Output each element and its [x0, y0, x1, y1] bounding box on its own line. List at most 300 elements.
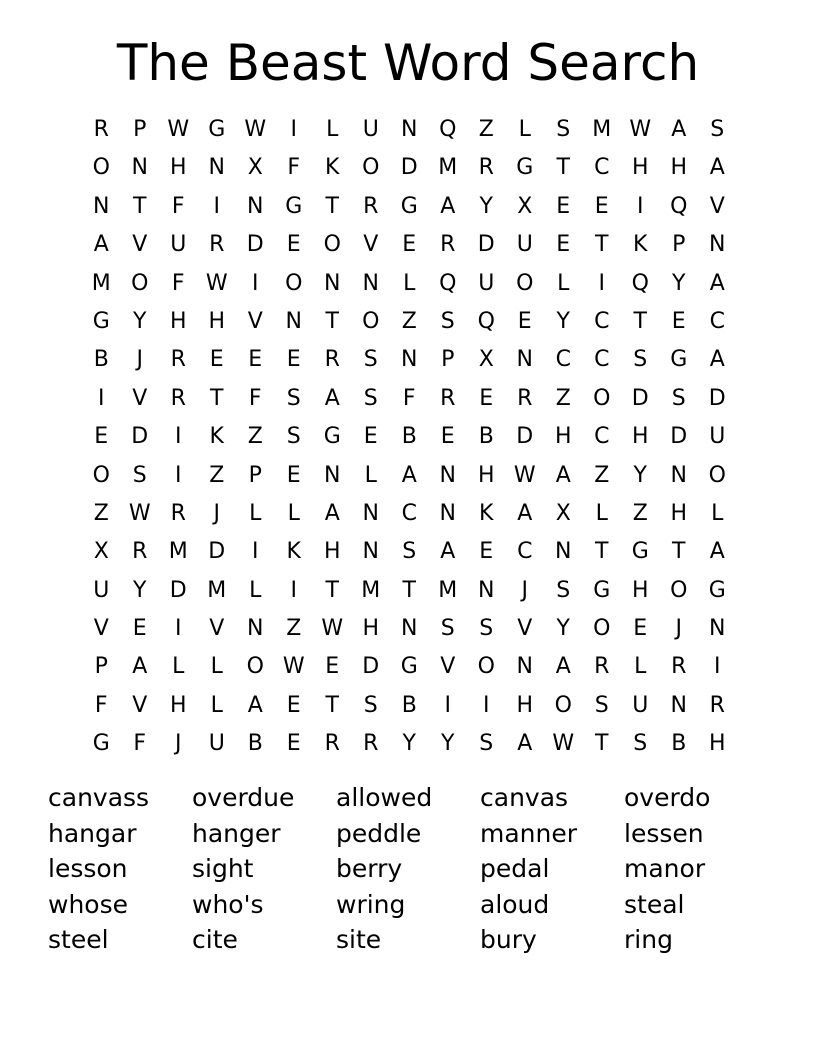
grid-letter: B [478, 424, 494, 450]
grid-row [82, 111, 737, 149]
grid-letter: A [440, 539, 456, 565]
grid-letter: H [631, 424, 649, 450]
grid-letter: O [516, 270, 534, 296]
grid-letter: I [483, 692, 490, 718]
grid-letter: D [362, 654, 380, 680]
grid-letter: J [213, 500, 220, 526]
grid-letter: N [516, 347, 533, 373]
grid-letter: N [670, 462, 687, 488]
grid-row [82, 687, 737, 725]
grid-letter: X [517, 193, 533, 219]
word-bank-item: steal [624, 889, 685, 919]
grid-letter: H [631, 155, 649, 181]
word-bank-item: hanger [192, 818, 281, 848]
grid-letter: L [249, 500, 262, 526]
grid-row [82, 149, 737, 187]
grid-letter: O [285, 270, 303, 296]
grid-letter: V [209, 616, 225, 642]
grid-letter: N [439, 462, 456, 488]
grid-letter: O [362, 155, 380, 181]
grid-letter: W [167, 117, 190, 142]
grid-letter: T [325, 308, 339, 334]
grid-letter: S [556, 117, 571, 142]
grid-letter: C [555, 347, 571, 373]
word-bank-item: who's [192, 889, 264, 919]
grid-letter: D [516, 424, 534, 450]
word-bank-item: manner [480, 818, 578, 848]
grid-letter: E [325, 654, 340, 680]
grid-letter: A [709, 347, 725, 373]
grid-letter: N [247, 616, 264, 642]
grid-letter: T [672, 539, 686, 565]
grid-letter: B [671, 731, 687, 757]
grid-letter: L [711, 500, 724, 526]
grid-letter: H [554, 424, 572, 450]
grid-letter: V [132, 232, 148, 258]
grid-letter: N [709, 616, 726, 642]
grid-letter: K [325, 155, 340, 181]
grid-letter: E [363, 424, 378, 450]
grid-letter: S [710, 117, 725, 142]
grid-letter: M [91, 270, 111, 296]
word-bank-item: cite [192, 925, 238, 954]
grid-row [82, 303, 737, 341]
grid-letter: N [362, 539, 379, 565]
grid-letter: P [441, 347, 455, 373]
grid-letter: G [323, 424, 341, 450]
word-bank-item: aloud [480, 889, 550, 919]
grid-letter: I [213, 193, 220, 219]
grid-letter: Y [133, 577, 147, 603]
grid-letter: G [92, 731, 110, 757]
grid-letter: M [438, 155, 458, 181]
grid-letter: V [517, 616, 533, 642]
grid-letter: R [170, 500, 186, 526]
grid-letter: D [208, 539, 226, 565]
grid-letter: N [709, 232, 726, 258]
grid-letter: J [521, 577, 528, 603]
grid-letter: Z [555, 385, 571, 411]
grid-letter: N [362, 500, 379, 526]
grid-letter: O [323, 232, 341, 258]
grid-letter: G [208, 117, 226, 142]
word-bank-item: lessen [624, 818, 704, 848]
grid-letter: M [438, 577, 458, 603]
grid-letter: G [670, 347, 688, 373]
grid-letter: K [286, 539, 301, 565]
grid-letter: H [323, 539, 341, 565]
word-bank-item: manor [624, 854, 706, 883]
grid-letter: V [363, 232, 379, 258]
grid-letter: B [93, 347, 109, 373]
grid-letter: D [169, 577, 187, 603]
grid-letter: X [478, 347, 494, 373]
grid-letter: R [363, 731, 379, 757]
word-bank-item: berry [336, 854, 403, 883]
grid-letter: Y [402, 731, 416, 757]
grid-letter: S [286, 385, 301, 411]
word-bank-item: pedal [480, 854, 550, 883]
grid-letter: U [709, 424, 726, 450]
grid-letter: T [325, 692, 339, 718]
grid-letter: S [594, 692, 609, 718]
grid-letter: T [556, 155, 570, 181]
grid-letter: E [286, 731, 301, 757]
grid-letter: C [401, 500, 417, 526]
grid-letter: O [593, 385, 611, 411]
grid-letter: P [133, 117, 147, 142]
grid-letter: P [672, 232, 686, 258]
grid-letter: P [248, 462, 262, 488]
grid-letter: W [282, 654, 305, 680]
grid-letter: W [629, 117, 652, 142]
grid-letter: I [290, 117, 297, 142]
word-bank-item: lesson [48, 854, 128, 883]
word-bank-item: canvass [48, 783, 150, 812]
grid-letter: Q [477, 308, 495, 334]
grid-letter: L [595, 500, 608, 526]
word-bank-row [48, 887, 768, 923]
grid-letter: D [477, 232, 495, 258]
grid-letter: A [324, 385, 340, 411]
grid-letter: T [325, 577, 339, 603]
grid-letter: B [401, 424, 417, 450]
grid-letter: K [209, 424, 224, 450]
grid-letter: R [170, 385, 186, 411]
grid-letter: R [132, 539, 148, 565]
grid-letter: N [285, 308, 302, 334]
word-bank-row [48, 851, 768, 887]
grid-letter: E [286, 347, 301, 373]
grid-letter: X [555, 500, 571, 526]
grid-letter: D [400, 155, 418, 181]
grid-letter: A [132, 654, 148, 680]
grid-letter: C [594, 347, 610, 373]
grid-row [82, 418, 737, 456]
grid-letter: V [247, 308, 263, 334]
grid-letter: Z [401, 308, 417, 334]
grid-letter: R [671, 654, 687, 680]
grid-letter: N [478, 577, 495, 603]
grid-letter: D [670, 424, 688, 450]
grid-letter: F [248, 385, 262, 411]
grid-letter: S [440, 616, 455, 642]
grid-letter: U [362, 117, 379, 142]
word-bank-item: overdo [624, 783, 711, 812]
grid-letter: J [136, 347, 143, 373]
word-bank-row [48, 780, 768, 816]
grid-letter: T [210, 385, 224, 411]
grid-letter: R [440, 385, 456, 411]
word-bank-item: site [336, 925, 382, 954]
grid-letter: I [290, 577, 297, 603]
word-bank-item: canvas [480, 783, 569, 812]
grid-letter: D [131, 424, 149, 450]
grid-letter: H [670, 500, 688, 526]
grid-letter: L [287, 500, 300, 526]
grid-letter: Y [633, 462, 647, 488]
grid-letter: O [593, 616, 611, 642]
grid-letter: E [286, 692, 301, 718]
grid-letter: V [132, 692, 148, 718]
grid-letter: I [175, 424, 182, 450]
grid-letter: Z [632, 500, 648, 526]
grid-letter: G [400, 654, 418, 680]
grid-letter: R [594, 654, 610, 680]
grid-letter: S [633, 731, 648, 757]
grid-letter: N [439, 500, 456, 526]
grid-letter: G [516, 155, 534, 181]
grid-letter: I [98, 385, 105, 411]
grid-letter: R [709, 692, 725, 718]
grid-letter: O [670, 577, 688, 603]
grid-row [82, 226, 737, 264]
grid-letter: R [440, 232, 456, 258]
grid-letter: I [175, 462, 182, 488]
grid-letter: J [675, 616, 682, 642]
grid-letter: A [671, 117, 687, 142]
word-bank-item: ring [624, 925, 673, 954]
grid-letter: M [592, 117, 612, 142]
grid-letter: S [402, 539, 417, 565]
word-bank-item: allowed [336, 783, 433, 812]
grid-letter: N [93, 193, 110, 219]
grid-letter: E [440, 424, 455, 450]
grid-letter: S [286, 424, 301, 450]
grid-row [82, 341, 737, 379]
grid-letter: A [517, 731, 533, 757]
word-bank-item: sight [192, 854, 254, 883]
grid-letter: R [324, 347, 340, 373]
grid-letter: W [513, 462, 536, 488]
grid-letter: R [517, 385, 533, 411]
grid-letter: V [440, 654, 456, 680]
grid-letter: W [552, 731, 575, 757]
grid-letter: A [709, 539, 725, 565]
grid-letter: N [401, 347, 418, 373]
grid-letter: Z [209, 462, 225, 488]
grid-letter: E [479, 385, 494, 411]
grid-letter: S [479, 731, 494, 757]
grid-letter: E [286, 232, 301, 258]
grid-letter: I [252, 539, 259, 565]
grid-letter: U [208, 731, 225, 757]
grid-letter: L [634, 654, 647, 680]
grid-letter: S [479, 616, 494, 642]
grid-letter: S [363, 347, 378, 373]
grid-letter: G [593, 577, 611, 603]
grid-letter: Z [93, 500, 109, 526]
grid-letter: I [252, 270, 259, 296]
grid-letter: Z [594, 462, 610, 488]
grid-letter: U [478, 270, 495, 296]
grid-letter: S [363, 692, 378, 718]
grid-letter: O [131, 270, 149, 296]
grid-letter: L [557, 270, 570, 296]
grid-letter: A [555, 654, 571, 680]
grid-letter: P [94, 654, 108, 680]
grid-letter: R [93, 117, 109, 142]
word-bank-item: bury [480, 925, 537, 954]
grid-letter: T [595, 539, 609, 565]
grid-letter: O [708, 462, 726, 488]
grid-letter: G [285, 193, 303, 219]
grid-letter: H [169, 155, 187, 181]
grid-letter: A [709, 270, 725, 296]
grid-letter: E [671, 308, 686, 334]
grid-letter: Y [133, 308, 147, 334]
grid-letter: A [440, 193, 456, 219]
grid-letter: A [93, 232, 109, 258]
grid-letter: E [633, 616, 648, 642]
grid-letter: E [248, 347, 263, 373]
grid-letter: U [516, 232, 533, 258]
grid-letter: F [94, 692, 108, 718]
grid-letter: A [709, 155, 725, 181]
grid-letter: Y [479, 193, 493, 219]
grid-letter: D [631, 385, 649, 411]
grid-letter: U [170, 232, 187, 258]
grid-letter: M [207, 577, 227, 603]
grid-letter: C [709, 308, 725, 334]
grid-letter: R [209, 232, 225, 258]
grid-letter: A [247, 692, 263, 718]
grid-letter: Z [478, 117, 494, 142]
grid-letter: E [556, 232, 571, 258]
grid-letter: J [175, 731, 182, 757]
grid-letter: T [325, 193, 339, 219]
grid-letter: C [517, 539, 533, 565]
grid-letter: W [128, 500, 151, 526]
grid-letter: W [205, 270, 228, 296]
word-bank-item: peddle [336, 818, 422, 848]
grid-letter: L [364, 462, 377, 488]
grid-letter: H [708, 731, 726, 757]
grid-letter: E [402, 232, 417, 258]
grid-letter: L [326, 117, 339, 142]
grid-letter: O [362, 308, 380, 334]
grid-letter: A [324, 500, 340, 526]
grid-letter: L [249, 577, 262, 603]
grid-letter: O [554, 692, 572, 718]
grid-letter: S [671, 385, 686, 411]
grid-letter: I [637, 193, 644, 219]
grid-letter: G [631, 539, 649, 565]
grid-row [82, 380, 737, 418]
grid-letter: K [479, 500, 494, 526]
grid-letter: O [246, 654, 264, 680]
grid-letter: I [175, 616, 182, 642]
grid-letter: F [133, 731, 147, 757]
grid-letter: Z [247, 424, 263, 450]
grid-letter: S [363, 385, 378, 411]
grid-letter: A [401, 462, 417, 488]
word-bank-item: overdue [192, 783, 295, 812]
grid-letter: F [287, 155, 301, 181]
grid-letter: H [362, 616, 380, 642]
grid-letter: N [516, 654, 533, 680]
grid-letter: L [210, 654, 223, 680]
grid-letter: I [444, 692, 451, 718]
grid-letter: B [247, 731, 263, 757]
grid-letter: R [478, 155, 494, 181]
grid-letter: Y [556, 308, 570, 334]
grid-letter: Q [631, 270, 649, 296]
grid-letter: F [171, 193, 185, 219]
grid-row [82, 265, 737, 303]
word-bank-row [48, 922, 768, 958]
grid-letter: E [209, 347, 224, 373]
grid-letter: L [172, 654, 185, 680]
grid-letter: A [555, 462, 571, 488]
grid-letter: N [401, 117, 418, 142]
word-bank-row [48, 816, 768, 852]
grid-letter: T [133, 193, 147, 219]
grid-letter: Z [286, 616, 302, 642]
grid-letter: V [132, 385, 148, 411]
grid-letter: N [555, 539, 572, 565]
grid-letter: Y [441, 731, 455, 757]
grid-letter: E [479, 539, 494, 565]
grid-letter: S [132, 462, 147, 488]
grid-letter: E [594, 193, 609, 219]
grid-letter: S [633, 347, 648, 373]
grid-letter: U [632, 692, 649, 718]
grid-letter: S [556, 577, 571, 603]
grid-row [82, 188, 737, 226]
grid-letter: D [246, 232, 264, 258]
grid-letter: Y [556, 616, 570, 642]
page-title: The Beast Word Search [116, 34, 700, 92]
word-bank-item: wring [336, 889, 406, 919]
word-bank-item: whose [48, 889, 128, 919]
grid-letter: O [477, 654, 495, 680]
grid-letter: E [556, 193, 571, 219]
grid-letter: M [361, 577, 381, 603]
grid-letter: L [210, 692, 223, 718]
grid-letter: W [321, 616, 344, 642]
grid-letter: F [402, 385, 416, 411]
grid-letter: Q [439, 270, 457, 296]
grid-row [82, 610, 737, 648]
grid-letter: R [363, 193, 379, 219]
grid-letter: H [208, 308, 226, 334]
grid-letter: R [170, 347, 186, 373]
grid-row [82, 457, 737, 495]
grid-letter: W [244, 117, 267, 142]
grid-letter: S [440, 308, 455, 334]
grid-letter: I [598, 270, 605, 296]
grid-letter: X [247, 155, 263, 181]
grid-letter: X [93, 539, 109, 565]
grid-letter: L [518, 117, 531, 142]
grid-letter: K [633, 232, 648, 258]
grid-letter: T [595, 731, 609, 757]
grid-letter: E [517, 308, 532, 334]
word-bank [48, 780, 768, 958]
grid-letter: V [93, 616, 109, 642]
grid-letter: N [324, 270, 341, 296]
grid-letter: N [324, 462, 341, 488]
grid-letter: A [517, 500, 533, 526]
grid-letter: H [516, 692, 534, 718]
grid-row [82, 725, 737, 763]
grid-letter: N [208, 155, 225, 181]
grid-row [82, 648, 737, 686]
grid-letter: C [594, 424, 610, 450]
grid-letter: I [714, 654, 721, 680]
grid-letter: Q [439, 117, 457, 142]
